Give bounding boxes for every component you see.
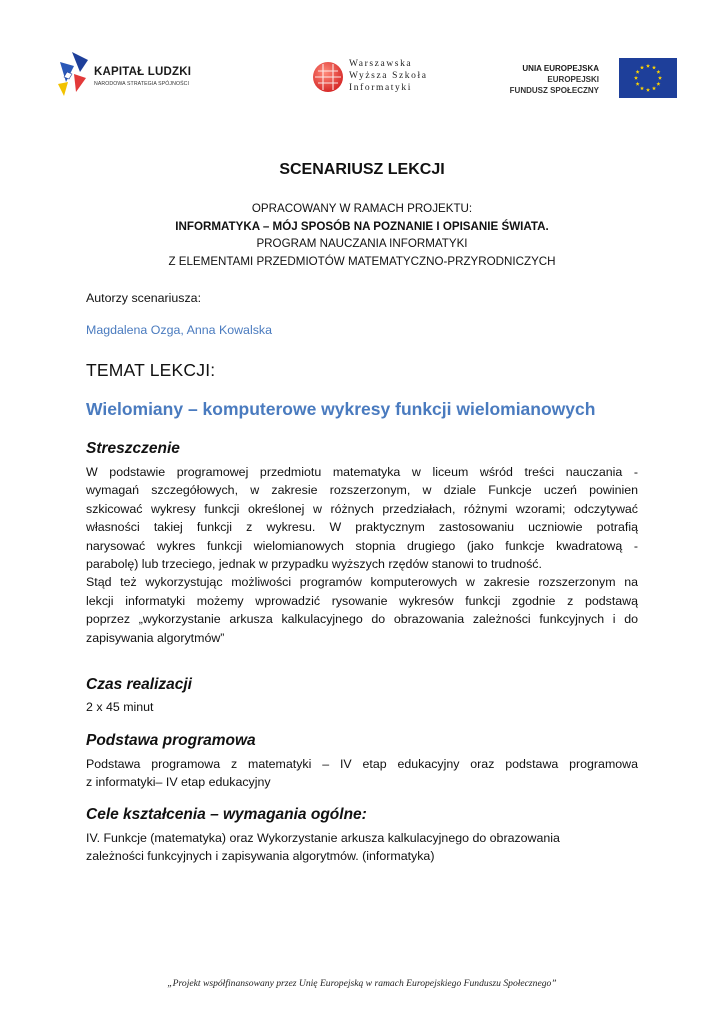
- project-name: INFORMATYKA – MÓJ SPOSÓB NA POZNANIE I OPISANIE ŚWIATA.: [175, 219, 549, 233]
- summary-line: W podstawie programowej przedmiotu matematyka w liceum wśród treści nauczania -: [86, 465, 638, 479]
- project-line: PROGRAM NAUCZANIA INFORMATYKI: [256, 237, 468, 250]
- summary-line: parabolę) lub trzeciego, jednak w przypadku wyższych rzędów stanowi to trudność.: [86, 557, 542, 572]
- eu-line: EUROPEJSKI: [547, 75, 599, 84]
- authors: Magdalena Ozga, Anna Kowalska: [86, 323, 272, 337]
- duration-heading: Czas realizacji: [86, 676, 192, 693]
- wwsi-line: Informatyki: [349, 83, 412, 93]
- goals-line: zależności funkcyjnych i zapisywania algorytmów. (informatyka): [86, 849, 435, 864]
- summary-heading: Streszczenie: [86, 440, 180, 457]
- eu-logo: [509, 58, 671, 100]
- kapital-ludzki-subtitle: NARODOWA STRATEGIA SPÓJNOŚCI: [94, 81, 190, 87]
- wwsi-line: Warszawska: [349, 59, 413, 69]
- project-line: Z ELEMENTAMI PRZEDMIOTÓW MATEMATYCZNO-PRZYRODNICZYCH: [168, 254, 556, 268]
- summary-line: Stąd też wykorzystując możliwości programów komputerowych w zakresie rozszerzonym na: [86, 575, 638, 590]
- duration-text: 2 x 45 minut: [86, 700, 154, 714]
- curriculum-line: Podstawa programowa z matematyki – IV etap edukacyjny oraz podstawa programowa: [86, 757, 638, 771]
- topic-label: TEMAT LEKCJI:: [86, 360, 216, 380]
- goals-paragraph: [86, 829, 638, 866]
- kapital-ludzki-title: KAPITAŁ LUDZKI: [94, 66, 192, 78]
- project-info: [0, 200, 724, 270]
- goals-heading: Cele kształcenia – wymagania ogólne:: [86, 806, 367, 823]
- summary-line: własności takiej funkcji z wykresu. W praktycznym zastosowaniu uczniowie potrafią: [86, 520, 638, 535]
- curriculum-line: z informatyki– IV etap edukacyjny: [86, 775, 271, 790]
- eu-text: [510, 63, 599, 96]
- wwsi-name: [349, 58, 428, 94]
- summary-line: szkicować wykresy funkcji określonej w różnych przedziałach, różnymi wzorami; odczytywać: [86, 501, 638, 516]
- eu-line: UNIA EUROPEJSKA: [522, 64, 599, 73]
- summary-line: poprzez „wykorzystanie arkusza kalkulacyjnego do obrazowania zależności funkcyjnych i do: [86, 612, 638, 627]
- curriculum-paragraph: [86, 755, 638, 792]
- curriculum-heading: Podstawa programowa: [86, 732, 256, 749]
- goals-line: IV. Funkcje (matematyka) oraz Wykorzystanie arkusza kalkulacyjnego do obrazowania: [86, 831, 560, 845]
- summary-paragraph: [86, 463, 638, 647]
- funding-footer: „Projekt współfinansowany przez Unię Europejską w ramach Europejskiego Funduszu Społecznego”: [167, 978, 557, 989]
- wwsi-emblem-icon: [312, 61, 344, 93]
- eu-flag-icon: [619, 58, 677, 98]
- wwsi-logo: [312, 58, 452, 98]
- project-line: OPRACOWANY W RAMACH PROJEKTU:: [251, 202, 473, 215]
- document-title: SCENARIUSZ LEKCJI: [279, 161, 445, 178]
- summary-line: narysować wykres funkcji wielomianowych stopnia drugiego (jako funkcje kwadratową -: [86, 538, 638, 553]
- summary-line: zapisywania algorytmów”: [86, 630, 225, 645]
- wwsi-line: Wyższa Szkoła: [349, 71, 428, 81]
- lesson-topic: Wielomiany – komputerowe wykresy funkcji wielomianowych: [86, 399, 596, 419]
- summary-line: wymagań szczegółowych, w zakresie rozszerzonym, w dziale Funkcje uczeń powinien: [86, 483, 638, 498]
- summary-line: lekcji informatyki możemy wprowadzić rysowanie wykresów funkcji zgodnie z podstawą: [86, 593, 638, 608]
- kapital-ludzki-icon: [58, 52, 88, 96]
- eu-line: FUNDUSZ SPOŁECZNY: [509, 86, 599, 95]
- authors-label: Autorzy scenariusza:: [86, 291, 202, 305]
- kapital-ludzki-logo: [58, 52, 208, 98]
